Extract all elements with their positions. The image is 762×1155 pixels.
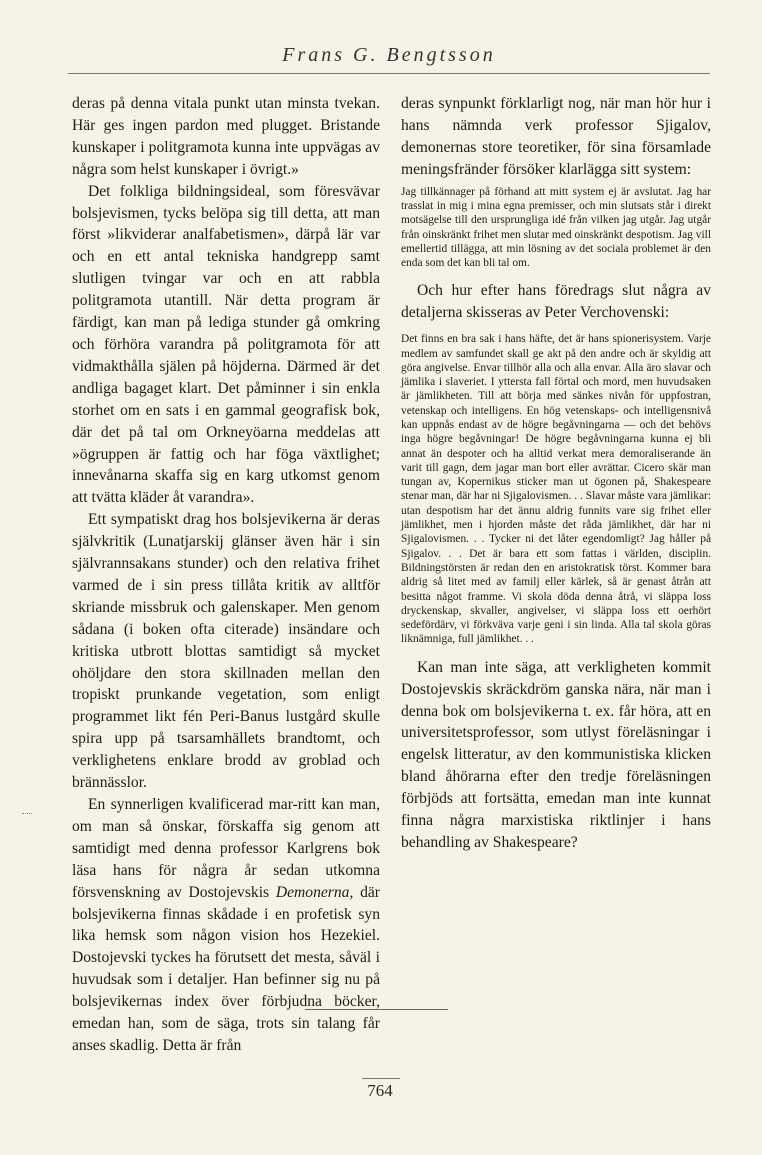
- left-paragraph-4-text-a: En synnerligen kvalificerad mar-ritt kan man, om man så önskar, förskaffa sig genom att samtidigt med denna professor Karlgrens bok läsa hans för några år sedan utkomna försvenskning av Dostojevskis: [72, 796, 380, 901]
- quote-sjigalov: Jag tillkännager på förhand att mitt system ej är avslutat. Jag har trasslat in mig i mina egna premisser, och min slutsats står i direkt motsägelse till den ursprungliga idé från vilken jag utgår. Jag utgår från oinskränkt frihet men slutar med oinskränkt despotism. Jag vill emellertid tillägga, att min lösning av det sociala problemet är den enda som det kan bli tal om.: [401, 185, 711, 270]
- left-column: [72, 93, 380, 1057]
- section-end-rule: [305, 1009, 448, 1010]
- left-paragraph-4: [72, 794, 380, 1057]
- quote-verchovenski: Det finns en bra sak i hans häfte, det är hans spionerisystem. Varje medlem av samfundet skall ge akt på den andre och är skyldig att göra angivelse. Envar tillhör alla och alla envar. Alla äro slavar och jämlika i slaveriet. I yttersta fall förtal och mord, men huvudsaken är jämlikheten. Till att börja med sänkes nivån för uppfostran, vetenskap och intelligens. En hög vetenskaps- och intelligensnivå kan uppnås endast av de högre begåvningarna — och det behövs inga högre begåvningar! De högre begåvningarna kunna ej bli annat än despoter och ha alltid verkat mera demoraliserande än varit till gagn, dem jagar man bort eller avrättar. Cicero skär man tungan av, Kopernikus sticker man ut ögonen på, Shakespeare stenar man, där har ni Sjigalovismen. . . Slavar måste vara jämlikar: utan despotism har det ännu aldrig funnits vare sig frihet eller jämlikhet, men i hjorden måste det råda jämlikhet, där har ni Sjigalovismen. . . Tycker ni det låter egendomligt? Jag håller på Sjigalov. . . Det är bara ett som fattas i världen, disciplin. Bildningstörsten är redan den en aristokratisk törst. Kommer bara aldrig så litet med av familj eller kärlek, så är genast åtrån att besitta något framme. Vi skola döda denna åtrå, vi släppa loss dryckenskap, skvaller, angivelser, vi släppa loss ett oerhört sedefördärv, vi förkväva varje geni i sin linda. Alla tal skola göras liknämniga, full jämlikhet. . .: [401, 333, 711, 646]
- right-paragraph-3: Kan man inte säga, att verkligheten kommit Dostojevskis skräckdröm ganska nära, när man i denna bok om bolsjevikerna t. ex. får höra, att en universitetsprofessor, som utlyst föreläsningar i engelsk litteratur, av den kommunistiska klicken bland åhörarna efter den tredje föreläsningen förbjöds att fortsätta, emedan man inte kunnat finna några marxistiska riktlinjer i hans behandling av Shakespeare?: [401, 658, 711, 851]
- right-paragraph-2: Och hur efter hans föredrags slut några av detaljerna skisseras av Peter Verchovenski:: [401, 282, 711, 322]
- right-column: [401, 93, 711, 854]
- margin-mark: [22, 813, 32, 816]
- book-title-demonerna: Demonerna: [275, 883, 350, 901]
- left-paragraph-3: Ett sympatiskt drag hos bolsjevikerna är deras självkritik (Lunatjarskij glänser även här i sin självrannsakans stunder) och den relativa frihet varmed de i sin press tillåta kritik av alltför skriande missbruk och galenskaper. Men genom sådana (i boken ofta citerade) insändare och kritiska utbrott blottas samtidigt så mycket ohöljdare den stora skillnaden mellan den tropiskt prunkande vegetation, som enligt programmet likt fén Peri-Banus lustgård skulle spira upp på tsarsamhällets brandtomt, och verklighetens enklare brodd av groblad och brännässlor.: [72, 511, 380, 792]
- left-paragraph-2: Det folkliga bildningsideal, som föresvävar bolsjevismen, tycks belöpa sig till detta, att man först »likviderar analfabetismen», därpå lär var och en ett antal tekniska handgrepp samt slutligen tvingar var och en att rabbla politgramota utantill. När detta program är färdigt, kan man på lediga stunder gå omkring och förhöra varandra på politgramota för att vidmakthålla själen på höjderna. Därmed är det andliga bagaget klart. Det påminner i sin enkla storhet om en sats i en gammal geografisk bok, där det på tal om Orkneyöarna meddelas att »ögruppen är fattig och har föga växtlighet; innevånarna skaffa sig en karg utkomst genom att tvätta kläder åt varandra».: [72, 182, 380, 507]
- header-divider: [68, 73, 710, 74]
- folio-rule: [362, 1078, 400, 1079]
- left-paragraph-1: deras på denna vitala punkt utan minsta tvekan. Här ges ingen pardon med plugget. Bristande kunskaper i politgramota kunna inte uppvägas av några som helst kunskaper i övrigt.»: [72, 95, 380, 178]
- running-header: Frans G. Bengtsson: [282, 44, 496, 66]
- right-paragraph-1: deras synpunkt förklarligt nog, när man hör hur i hans nämnda verk professor Sjigalov, demonernas store teoretiker, för sina församlade meningsfränder försöker klarlägga sitt system:: [401, 95, 711, 178]
- page-number: 764: [367, 1081, 393, 1100]
- left-paragraph-4-text-b: , där bolsjevikerna finnas skådade i en profetisk syn lika hemsk som någon vision hos Hezekiel. Dostojevski tyckes ha förutsett det mesta, såväl i huvudsak som i detaljer. Han befinner sig nu på bolsjevikernas index över förbjudna böcker, emedan han, som de säga, trots sin talang får anses skadlig. Detta är från: [72, 883, 380, 1054]
